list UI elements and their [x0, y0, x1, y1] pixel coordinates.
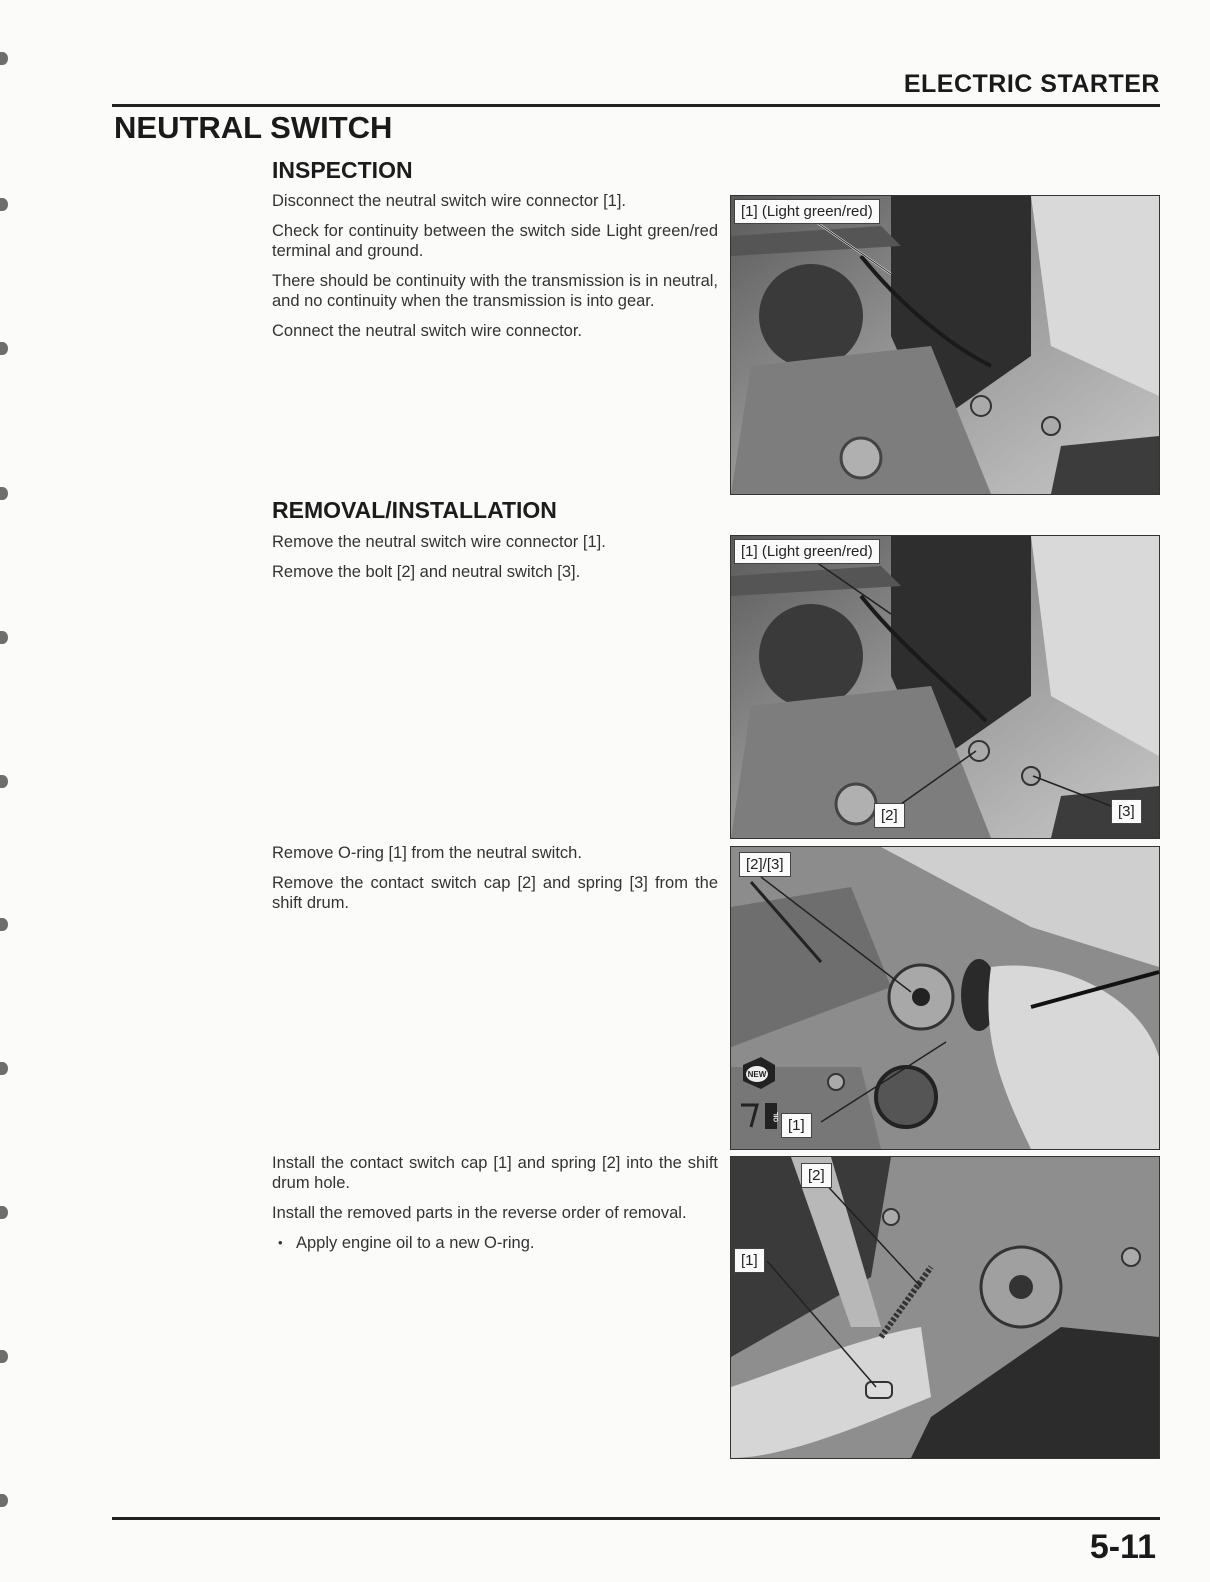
photo-callout: [2] — [801, 1163, 832, 1188]
new-icon-label: NEW — [747, 1070, 767, 1079]
binder-hole — [0, 1062, 8, 1075]
binder-hole — [0, 775, 8, 788]
header-rule — [112, 104, 1160, 107]
binder-hole — [0, 52, 8, 65]
engine-photo-illustration — [731, 196, 1159, 494]
new-oil-icon — [739, 1055, 779, 1133]
engine-photo-illustration — [731, 536, 1159, 838]
photo-callout: [3] — [1111, 799, 1142, 824]
photo-callout: [1] — [734, 1248, 765, 1273]
removal-paragraph: Remove O-ring [1] from the neutral switch. — [272, 844, 582, 862]
removal-heading: REMOVAL/INSTALLATION — [272, 497, 557, 523]
page-title: NEUTRAL SWITCH — [114, 110, 393, 145]
binder-hole — [0, 342, 8, 355]
binder-hole — [0, 1206, 8, 1219]
photo-callout: [1] (Light green/red) — [734, 539, 880, 564]
installation-bullet: • Apply engine oil to a new O-ring. — [272, 1233, 718, 1253]
page-number: 5-11 — [1089, 1528, 1156, 1566]
binder-hole — [0, 487, 8, 500]
inspection-heading: INSPECTION — [272, 157, 413, 183]
installation-text — [272, 1153, 718, 1253]
removal-paragraph: Remove the bolt [2] and neutral switch [3]. — [272, 563, 581, 581]
photo-callout: [1] (Light green/red) — [734, 199, 880, 224]
binder-hole — [0, 1494, 8, 1507]
removal-photo — [730, 535, 1160, 839]
removal-paragraph: Remove the neutral switch wire connector [1]. — [272, 533, 606, 551]
inspection-photo — [730, 195, 1160, 495]
photo-callout: [2]/[3] — [739, 852, 791, 877]
inspection-paragraph: Disconnect the neutral switch wire connector [1]. — [272, 192, 627, 210]
photo-callout: [2] — [874, 803, 905, 828]
oring-photo — [730, 846, 1160, 1150]
removal-step2-text — [272, 843, 718, 923]
engine-photo-illustration — [731, 1157, 1159, 1458]
inspection-paragraph: There should be continuity with the transmission is in neutral, and no continuity when the transmission is into gear. — [272, 272, 718, 310]
inspection-paragraph: Connect the neutral switch wire connector. — [272, 322, 582, 340]
oil-icon-label: OIL — [774, 1112, 780, 1122]
installation-photo — [730, 1156, 1160, 1459]
inspection-text — [272, 191, 718, 351]
inspection-paragraph: Check for continuity between the switch side Light green/red terminal and ground. — [272, 222, 718, 260]
footer-rule — [112, 1517, 1160, 1520]
binder-hole — [0, 1350, 8, 1363]
engine-photo-illustration — [731, 847, 1159, 1149]
photo-callout: [1] — [781, 1113, 812, 1138]
installation-paragraph: Install the removed parts in the reverse order of removal. — [272, 1204, 687, 1222]
section-header: ELECTRIC STARTER — [903, 70, 1160, 98]
binder-hole — [0, 198, 8, 211]
removal-step1-text — [272, 532, 718, 592]
removal-paragraph: Remove the contact switch cap [2] and spring [3] from the shift drum. — [272, 874, 718, 912]
binder-hole — [0, 631, 8, 644]
installation-paragraph: Install the contact switch cap [1] and spring [2] into the shift drum hole. — [272, 1154, 718, 1192]
binder-hole — [0, 918, 8, 931]
